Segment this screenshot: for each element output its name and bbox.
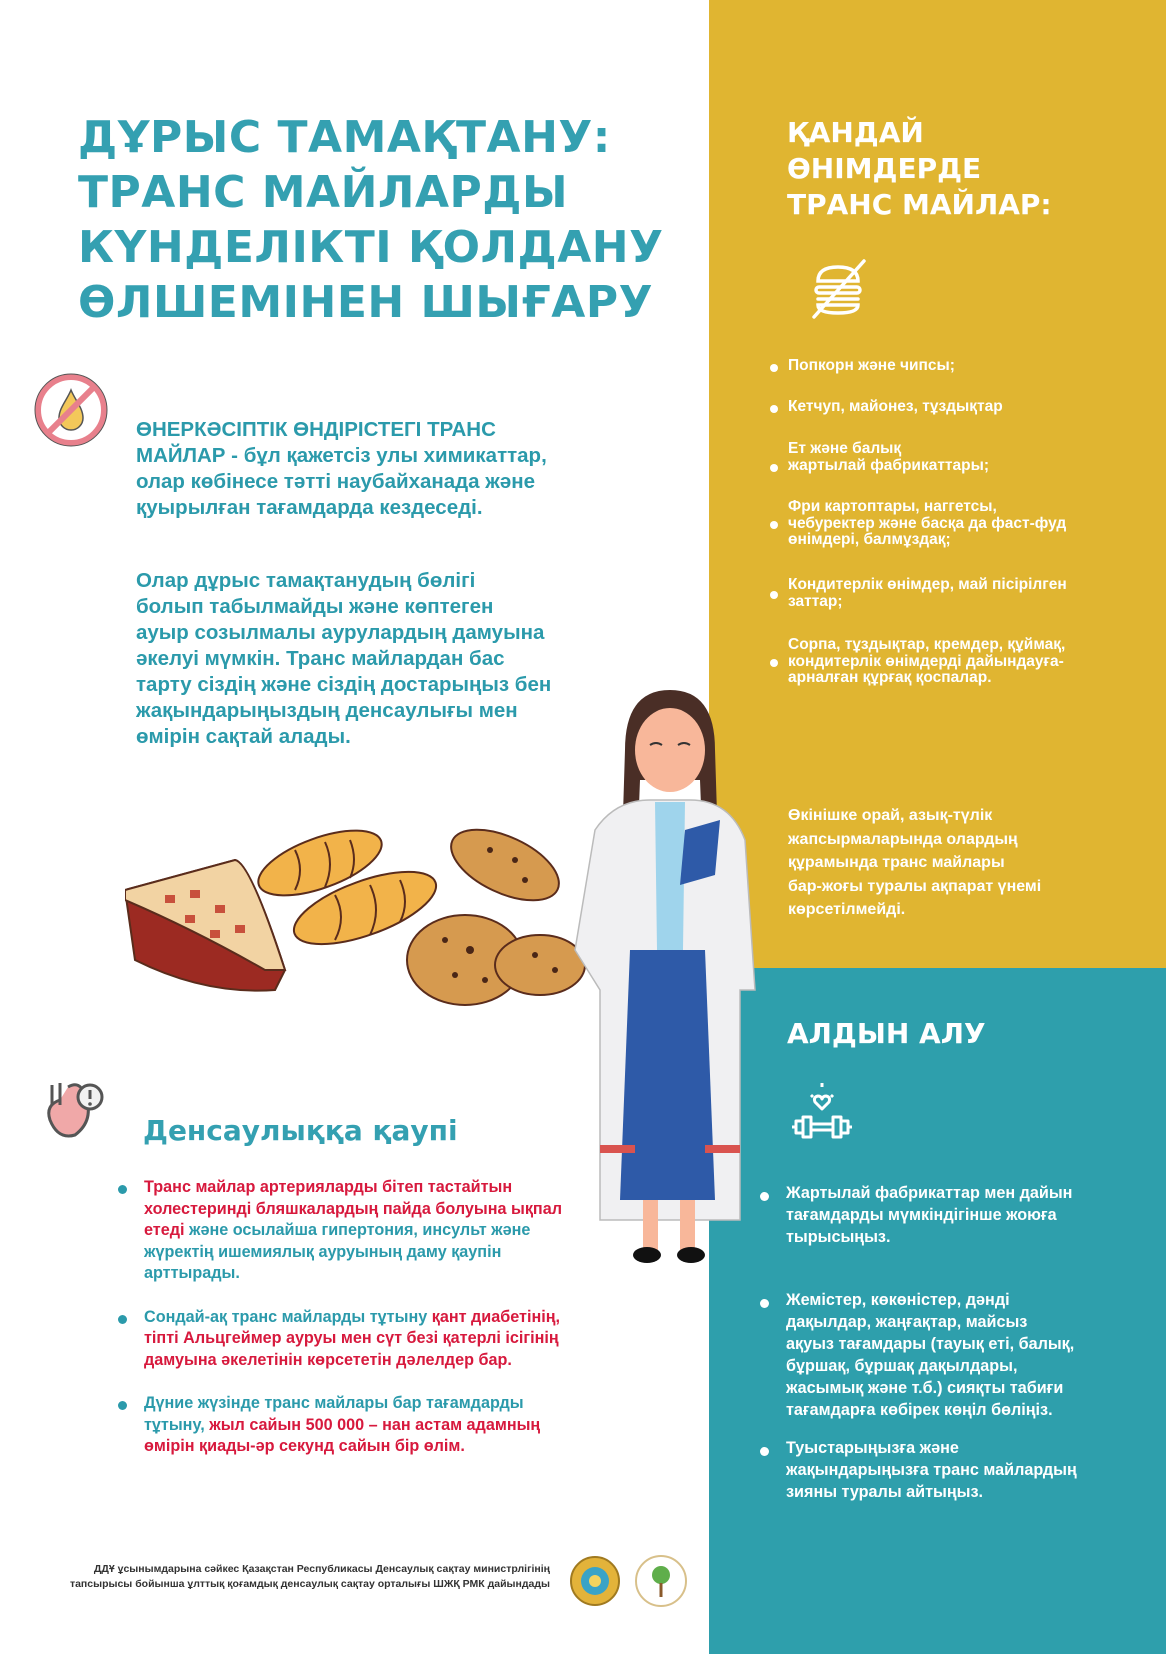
list-item <box>118 1307 588 1372</box>
body-text: және осылайша гипертония, инсульт және жүректің ишемиялық ауруының даму қаупін арттырады. <box>144 1221 531 1282</box>
text-line: әкелуі мүмкін. Транс майлардан бас <box>136 647 505 670</box>
bullet-icon <box>770 521 778 529</box>
highlight-text: жыл сайын 500 000 – нан астам адамның өмірін қиады-әр секунд сайын бір өлім. <box>144 1415 541 1455</box>
body-text: Сондай-ақ транс майларды тұтыну <box>144 1307 432 1326</box>
bullet-icon <box>770 659 778 667</box>
title-line: ӨЛШЕМІНЕН ШЫҒАРУ <box>78 277 653 328</box>
list-item <box>118 1393 588 1458</box>
list-item <box>760 1289 1074 1421</box>
title-line: ҚАНДАЙ <box>787 116 924 149</box>
list-item <box>770 399 1003 416</box>
no-oil-drop-icon <box>33 372 109 448</box>
bullet-icon <box>770 591 778 599</box>
bullet-icon <box>770 464 778 472</box>
text-line: ауыр созылмалы аурулардың дамуына <box>136 621 545 644</box>
text-line: ақуыз тағамдары (тауық еті, балық, <box>786 1335 1075 1353</box>
text-line: жартылай фабрикаттары; <box>788 456 989 474</box>
text-line: ДДҰ ұсынымдарына сәйкес Қазақстан Республикасы Денсаулық сақтау министрлігінің <box>93 1563 550 1575</box>
text-line: Жемістер, көкөністер, дәнді <box>786 1291 1010 1309</box>
title-line: ТРАНС МАЙЛАР: <box>787 188 1052 221</box>
text-line: жақындарыңыздың денсаулығы мен <box>136 699 518 722</box>
text-line: жақындарыңызға транс майлардың <box>786 1461 1077 1479</box>
bullet-icon <box>760 1299 769 1308</box>
text-line: Өкінішке орай, азық-түлік <box>788 807 993 824</box>
list-item <box>760 1437 1077 1503</box>
text-line: дақылдар, жаңғақтар, майсыз <box>786 1313 1028 1331</box>
bullet-icon <box>770 405 778 413</box>
text-line: бұршақ, бұршақ дақылдары, <box>786 1357 1018 1375</box>
products-title <box>787 115 1127 223</box>
text-line: тағамдарға көбірек көңіл бөліңіз. <box>786 1401 1053 1419</box>
text-line: Ет және балық <box>788 440 902 457</box>
pastries-illustration <box>125 820 595 1010</box>
title-line: ДҰРЫС ТАМАҚТАНУ: <box>78 112 611 163</box>
bullet-icon <box>760 1447 769 1456</box>
labeling-note <box>788 804 1128 922</box>
highlight-text: қант диабетінің, тіпті Альцгеймер ауруы мен сүт безі қатерлі ісігінің дамуына әкелетінін көрсететін дәлелдер бар. <box>144 1307 561 1369</box>
text-line: олар көбінесе тәтті наубайханада және <box>136 470 535 493</box>
bullet-icon <box>770 364 778 372</box>
intro-paragraph-1 <box>136 417 576 521</box>
prevention-title: АЛДЫН АЛУ <box>787 1017 986 1050</box>
text-line: жапсырмаларында олардың <box>788 830 1018 848</box>
text-line: көрсетілмейді. <box>788 901 906 918</box>
text-line: тырысыңыз. <box>786 1228 891 1246</box>
text-line: Фри картоптары, наггетсы, <box>788 498 997 515</box>
text-line: өмірін сақтай алады. <box>136 725 351 748</box>
title-line: ӨНІМДЕРДЕ <box>787 152 982 185</box>
bullet-icon <box>118 1315 127 1324</box>
list-item <box>770 637 1065 687</box>
fitness-heart-icon <box>791 1081 853 1139</box>
text-line: чебуректер және басқа да фаст-фуд <box>788 514 1067 532</box>
list-item <box>770 358 955 375</box>
text-line: Олар дұрыс тамақтанудың бөлігі <box>136 569 476 592</box>
bullet-icon <box>118 1401 127 1410</box>
text-line: тарту сіздің және сіздің достарыңыз бен <box>136 673 552 696</box>
footer-credit <box>40 1562 550 1592</box>
text-line: Туыстарыңызға және <box>786 1439 959 1457</box>
intro-paragraph-2 <box>136 568 576 750</box>
text-line: болып табылмайды және көптеген <box>136 595 494 618</box>
body-text: Дүние жүзінде транс майлары бар тағамдарды тұтыну, <box>144 1394 524 1434</box>
text-line: арналған құрғақ қоспалар. <box>788 669 992 686</box>
text-line: қуырылған тағамдарда кездеседі. <box>136 496 483 519</box>
bullet-icon <box>760 1192 769 1201</box>
text-line: тапсырысы бойынша ұлттық қоғамдық денсаулық сақтау орталығы ШЖҚ РМК дайындады <box>69 1578 550 1590</box>
text-line: Попкорн және чипсы; <box>788 357 955 374</box>
text-line: зияны туралы айтыңыз. <box>786 1483 984 1501</box>
bullet-icon <box>118 1185 127 1194</box>
text-line: бар-жоғы туралы ақпарат үнемі <box>788 877 1042 895</box>
text-line: заттар; <box>788 592 843 610</box>
no-burger-icon <box>808 259 868 319</box>
text-line: МАЙЛАР - бұл қажетсіз улы химикаттар, <box>136 444 547 467</box>
text-line: Жартылай фабрикаттар мен дайын <box>786 1184 1073 1202</box>
health-risk-title: Денсаулыққа қаупі <box>143 1114 458 1147</box>
text-line: Кетчуп, майонез, тұздықтар <box>788 398 1003 415</box>
text-line: тағамдарды мүмкіндігінше жоюға <box>786 1206 1057 1224</box>
list-item <box>770 577 1067 610</box>
title-line: ТРАНС МАЙЛАРДЫ <box>78 167 569 218</box>
heart-warning-icon <box>40 1075 110 1145</box>
doctor-illustration <box>555 690 785 1270</box>
text-line: өнімдері, балмұздақ; <box>788 531 951 548</box>
public-health-center-logo <box>634 1553 688 1609</box>
list-item <box>118 1177 588 1285</box>
list-item <box>770 499 1066 549</box>
list-item <box>770 441 989 474</box>
text-line: Кондитерлік өнімдер, май пісірілген <box>788 576 1067 593</box>
health-risk-list <box>118 1177 588 1480</box>
text-line: Сорпа, тұздықтар, кремдер, құймақ, <box>788 636 1066 653</box>
text-line: құрамында транс майлары <box>788 854 1005 871</box>
text-line: кондитерлік өнімдерді дайындауға- <box>788 652 1064 670</box>
text-line: ӨНЕРКӘСІПТІК ӨНДІРІСТЕГІ ТРАНС <box>136 418 496 441</box>
title-line: КҮНДЕЛІКТІ ҚОЛДАНУ <box>78 222 664 273</box>
list-item <box>760 1182 1072 1248</box>
page-title <box>78 110 698 330</box>
text-line: жасымық және т.б.) сияқты табиғи <box>786 1379 1064 1397</box>
highlight-text: Транс майлар артерияларды бітеп тастайтын холестеринді бляшкалардың пайда болуына ықпал етеді <box>144 1178 562 1239</box>
kazakhstan-emblem-icon <box>569 1553 621 1609</box>
